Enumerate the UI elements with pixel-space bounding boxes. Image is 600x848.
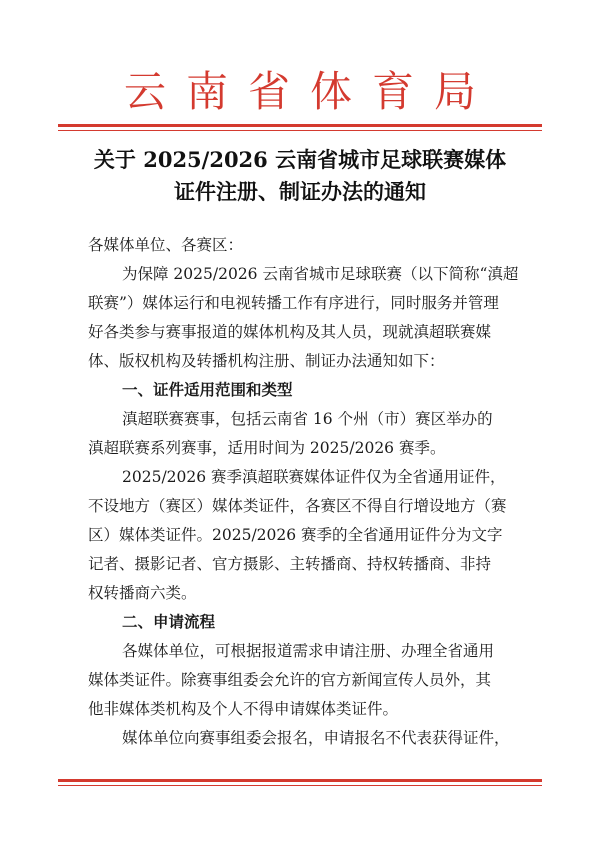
- section-heading-2: 二、申请流程: [122, 613, 216, 631]
- paragraph-line: 体、版权机构及转播机构注册、制证办法通知如下：: [88, 352, 445, 370]
- paragraph-line: 为保障 2025/2026 云南省城市足球联赛（以下简称“滇超: [122, 265, 519, 283]
- document-title-line-2: 证件注册、制证办法的通知: [174, 179, 426, 204]
- paragraph-line: 媒体类证件。除赛事组委会允许的官方新闻宣传人员外，其: [88, 671, 492, 689]
- paragraph-line: 权转播商六类。: [88, 584, 197, 602]
- document-title-line-1: 关于 2025/2026 云南省城市足球联赛媒体: [93, 147, 507, 172]
- salutation: 各媒体单位、各赛区：: [88, 236, 244, 254]
- letterhead-org-name: 云南省体育局: [123, 67, 496, 116]
- paragraph-line: 区）媒体类证件。2025/2026 赛季的全省通用证件分为文字: [88, 526, 503, 544]
- paragraph-line: 滇超联赛系列赛事，适用时间为 2025/2026 赛季。: [88, 439, 446, 457]
- paragraph-line: 2025/2026 赛季滇超联赛媒体证件仅为全省通用证件，: [122, 468, 506, 486]
- paragraph-line: 好各类参与赛事报道的媒体机构及其人员，现就滇超联赛媒: [88, 323, 492, 341]
- section-heading-1: 一、证件适用范围和类型: [122, 381, 293, 399]
- paragraph-line: 各媒体单位，可根据报道需求申请注册、办理全省通用: [122, 642, 495, 660]
- letterhead-rule-thin: [58, 130, 542, 131]
- paragraph-line: 联赛”）媒体运行和电视转播工作有序进行，同时服务并管理: [88, 294, 499, 312]
- paragraph-line: 他非媒体类机构及个人不得申请媒体类证件。: [88, 700, 399, 718]
- footer-rule-thin: [58, 785, 542, 786]
- paragraph-line: 滇超联赛赛事，包括云南省 16 个州（市）赛区举办的: [122, 410, 493, 428]
- letterhead-rule-thick: [58, 124, 542, 127]
- paragraph-line: 媒体单位向赛事组委会报名，申请报名不代表获得证件，: [122, 729, 510, 747]
- paragraph-line: 记者、摄影记者、官方摄影、主转播商、持权转播商、非持: [88, 555, 492, 573]
- paragraph-line: 不设地方（赛区）媒体类证件，各赛区不得自行增设地方（赛: [88, 497, 507, 515]
- footer-rule-thick: [58, 779, 542, 782]
